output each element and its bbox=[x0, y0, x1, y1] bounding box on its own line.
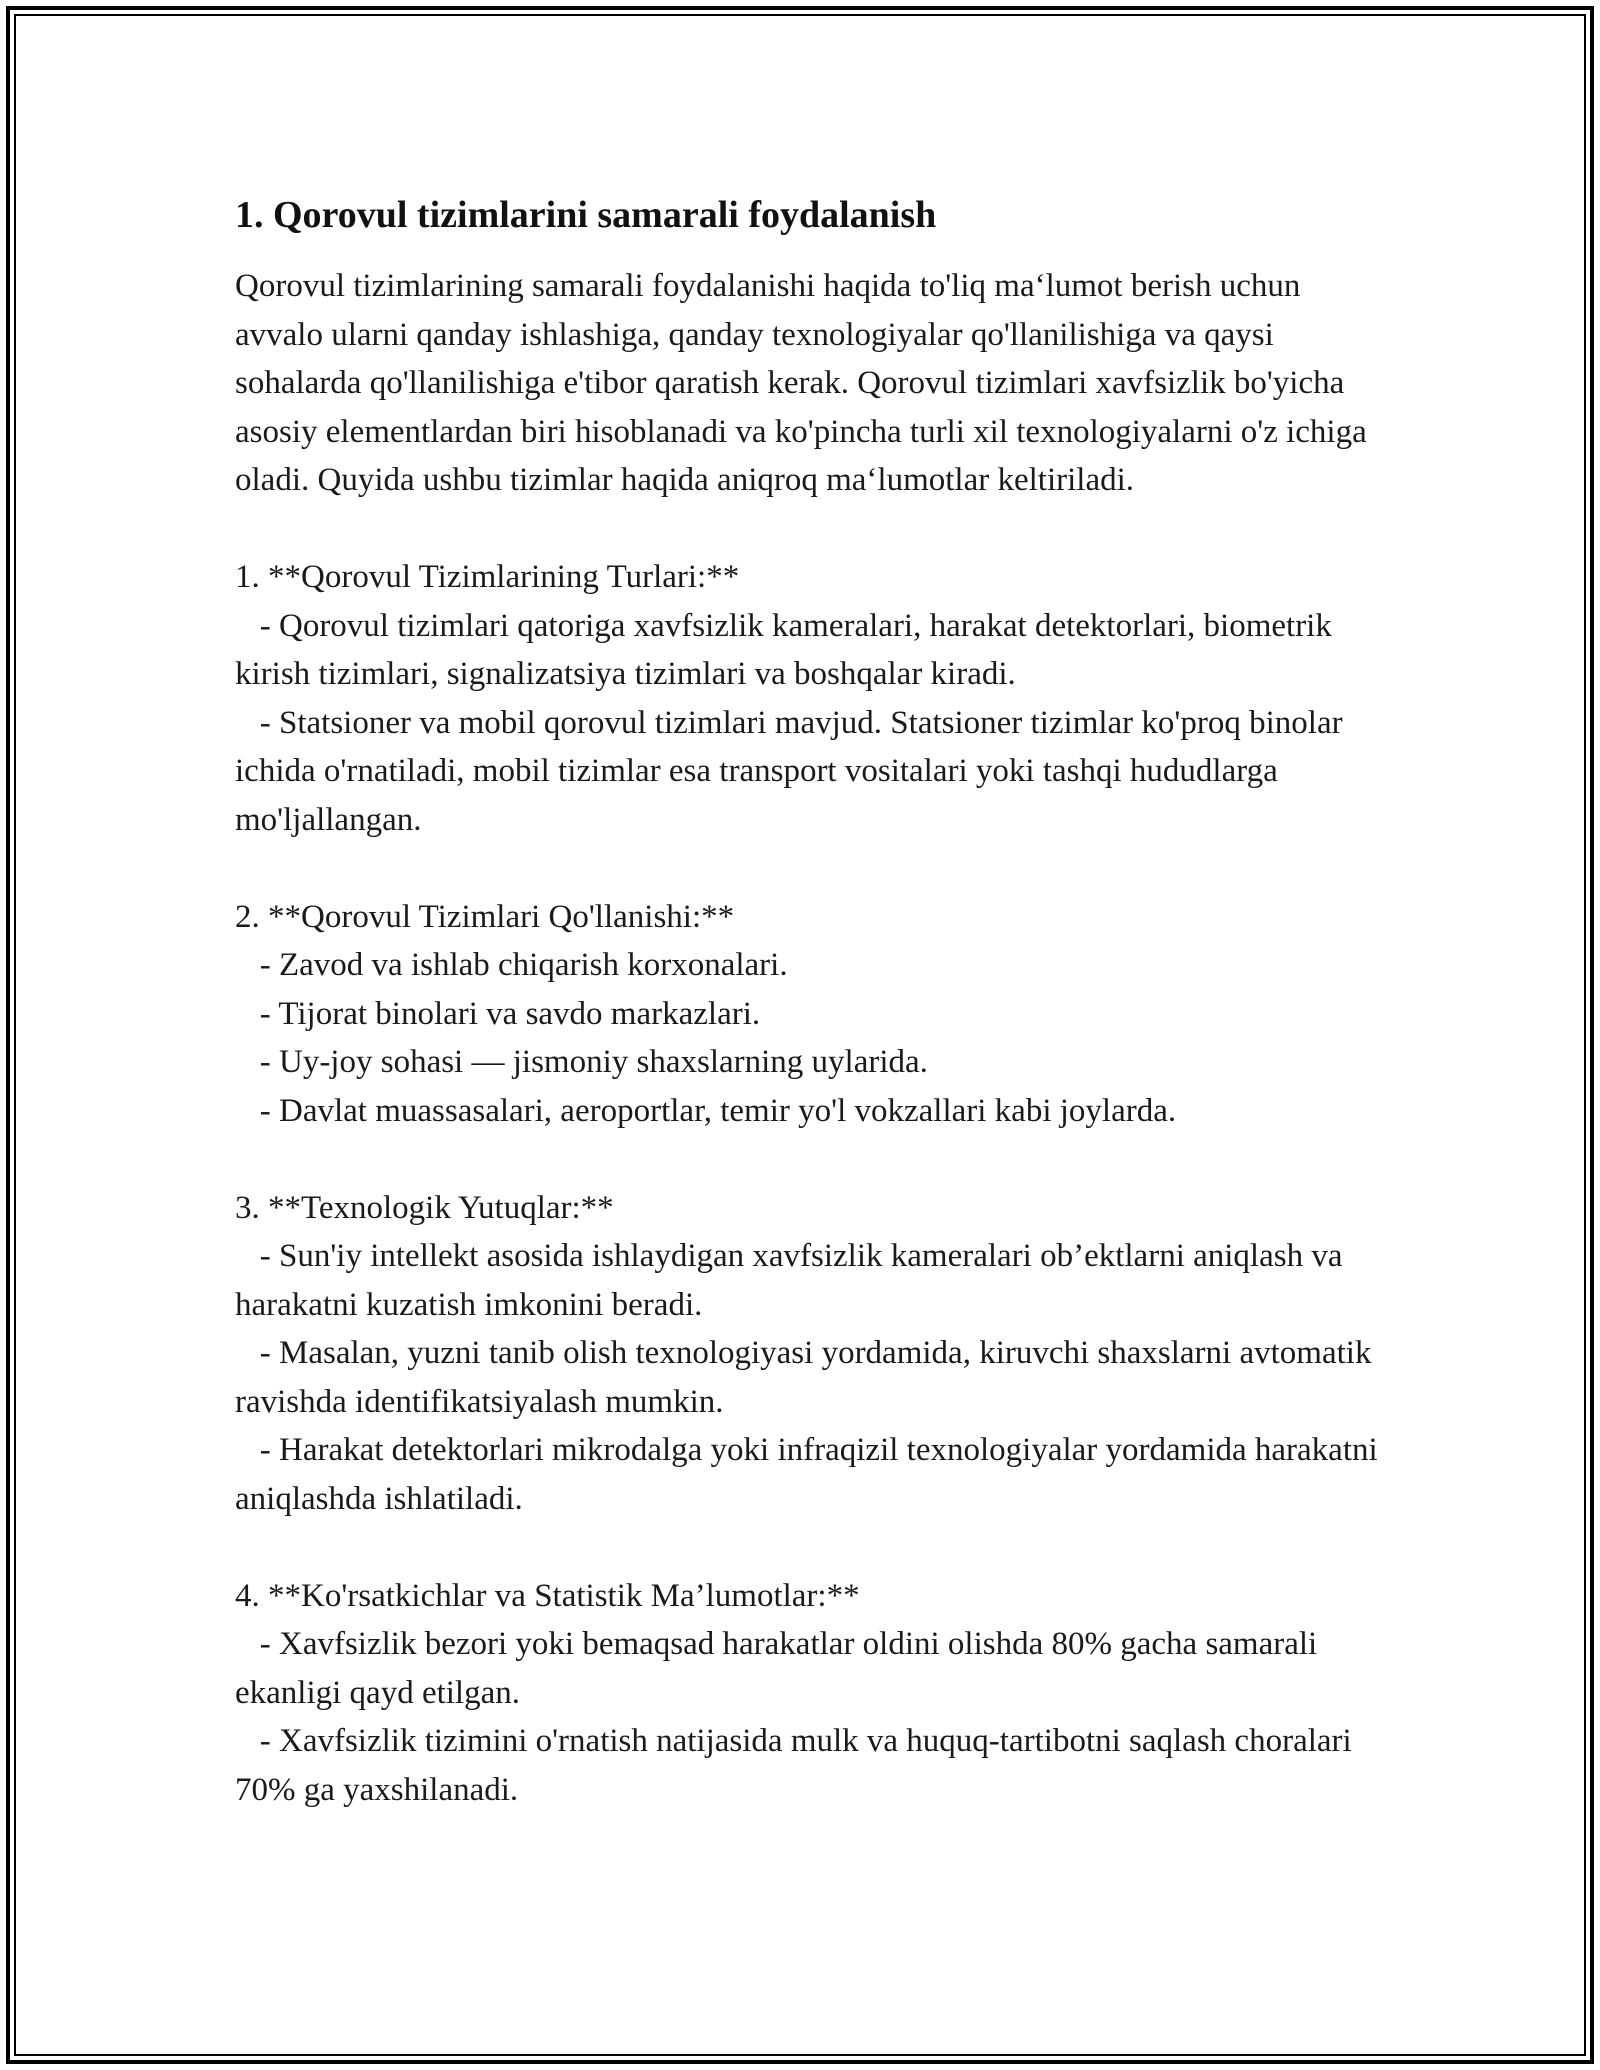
section-usage bbox=[235, 893, 1395, 1136]
section-heading: 2. **Qorovul Tizimlari Qo'llanishi:** bbox=[235, 898, 735, 935]
section-heading: 1. **Qorovul Tizimlarining Turlari:** bbox=[235, 559, 740, 595]
section-item: - Sun'iy intellekt asosida ishlaydigan xavfsizlik kameralari ob’ektlarni aniqlash va harakatni kuzatish imkonini beradi. bbox=[235, 1238, 1351, 1323]
section-heading: 4. **Ko'rsatkichlar va Statistik Ma’lumotlar:** bbox=[235, 1577, 860, 1614]
section-item: - Xavfsizlik tizimini o'rnatish natijasida mulk va huquq-tartibotni saqlash choralari 70% ga yaxshilanadi. bbox=[235, 1723, 1360, 1808]
section-statistics bbox=[235, 1572, 1395, 1815]
section-technology bbox=[235, 1184, 1395, 1524]
section-item: - Harakat detektorlari mikrodalga yoki infraqizil texnologiyalar yordamida harakatni aniqlashda ishlatiladi. bbox=[235, 1432, 1386, 1517]
section-item: - Tijorat binolari va savdo markazlari. bbox=[235, 995, 761, 1032]
intro-paragraph: Qorovul tizimlarining samarali foydalanishi haqida to'liq maʻlumot berish uchun avvalo ularni qanday ishlashiga, qanday texnologiyalar qo'llanilishiga va qaysi sohalarda qo'llanilishiga e'tibor qaratish kerak. Qorovul tizimlari xavfsizlik bo'yicha asosiy elementlardan biri hisoblanadi va ko'pincha turli xil texnologiyalarni o'z ichiga oladi. Quyida ushbu tizimlar haqida aniqroq maʻlumotlar keltiriladi. bbox=[235, 268, 1367, 498]
section-item: - Masalan, yuzni tanib olish texnologiyasi yordamida, kiruvchi shaxslarni avtomatik ravishda identifikatsiyalash mumkin. bbox=[235, 1335, 1380, 1420]
sections-list bbox=[235, 553, 1395, 1814]
section-item: - Statsioner va mobil qorovul tizimlari mavjud. Statsioner tizimlar ko'proq binolar ichida o'rnatiladi, mobil tizimlar esa transport vositalari yoki tashqi hududlarga mo'ljallangan. bbox=[235, 704, 1351, 838]
document-title: 1. Qorovul tizimlarini samarali foydalanish bbox=[235, 194, 937, 236]
section-heading: 3. **Texnologik Yutuqlar:** bbox=[235, 1189, 614, 1226]
section-types bbox=[235, 553, 1395, 844]
section-item: - Uy-joy sohasi — jismoniy shaxslarning uylarida. bbox=[235, 1044, 928, 1080]
section-item: - Xavfsizlik bezori yoki bemaqsad harakatlar oldini olishda 80% gacha samarali ekanligi qayd etilgan. bbox=[235, 1626, 1326, 1711]
section-item: - Qorovul tizimlari qatoriga xavfsizlik kameralari, harakat detektorlari, biometrik kirish tizimlari, signalizatsiya tizimlari va boshqalar kiradi. bbox=[235, 607, 1341, 692]
section-item: - Zavod va ishlab chiqarish korxonalari. bbox=[235, 947, 788, 983]
section-item: - Davlat muassasalari, aeroportlar, temir yo'l vokzallari kabi joylarda. bbox=[235, 1092, 1177, 1129]
document-body bbox=[235, 190, 1395, 1863]
